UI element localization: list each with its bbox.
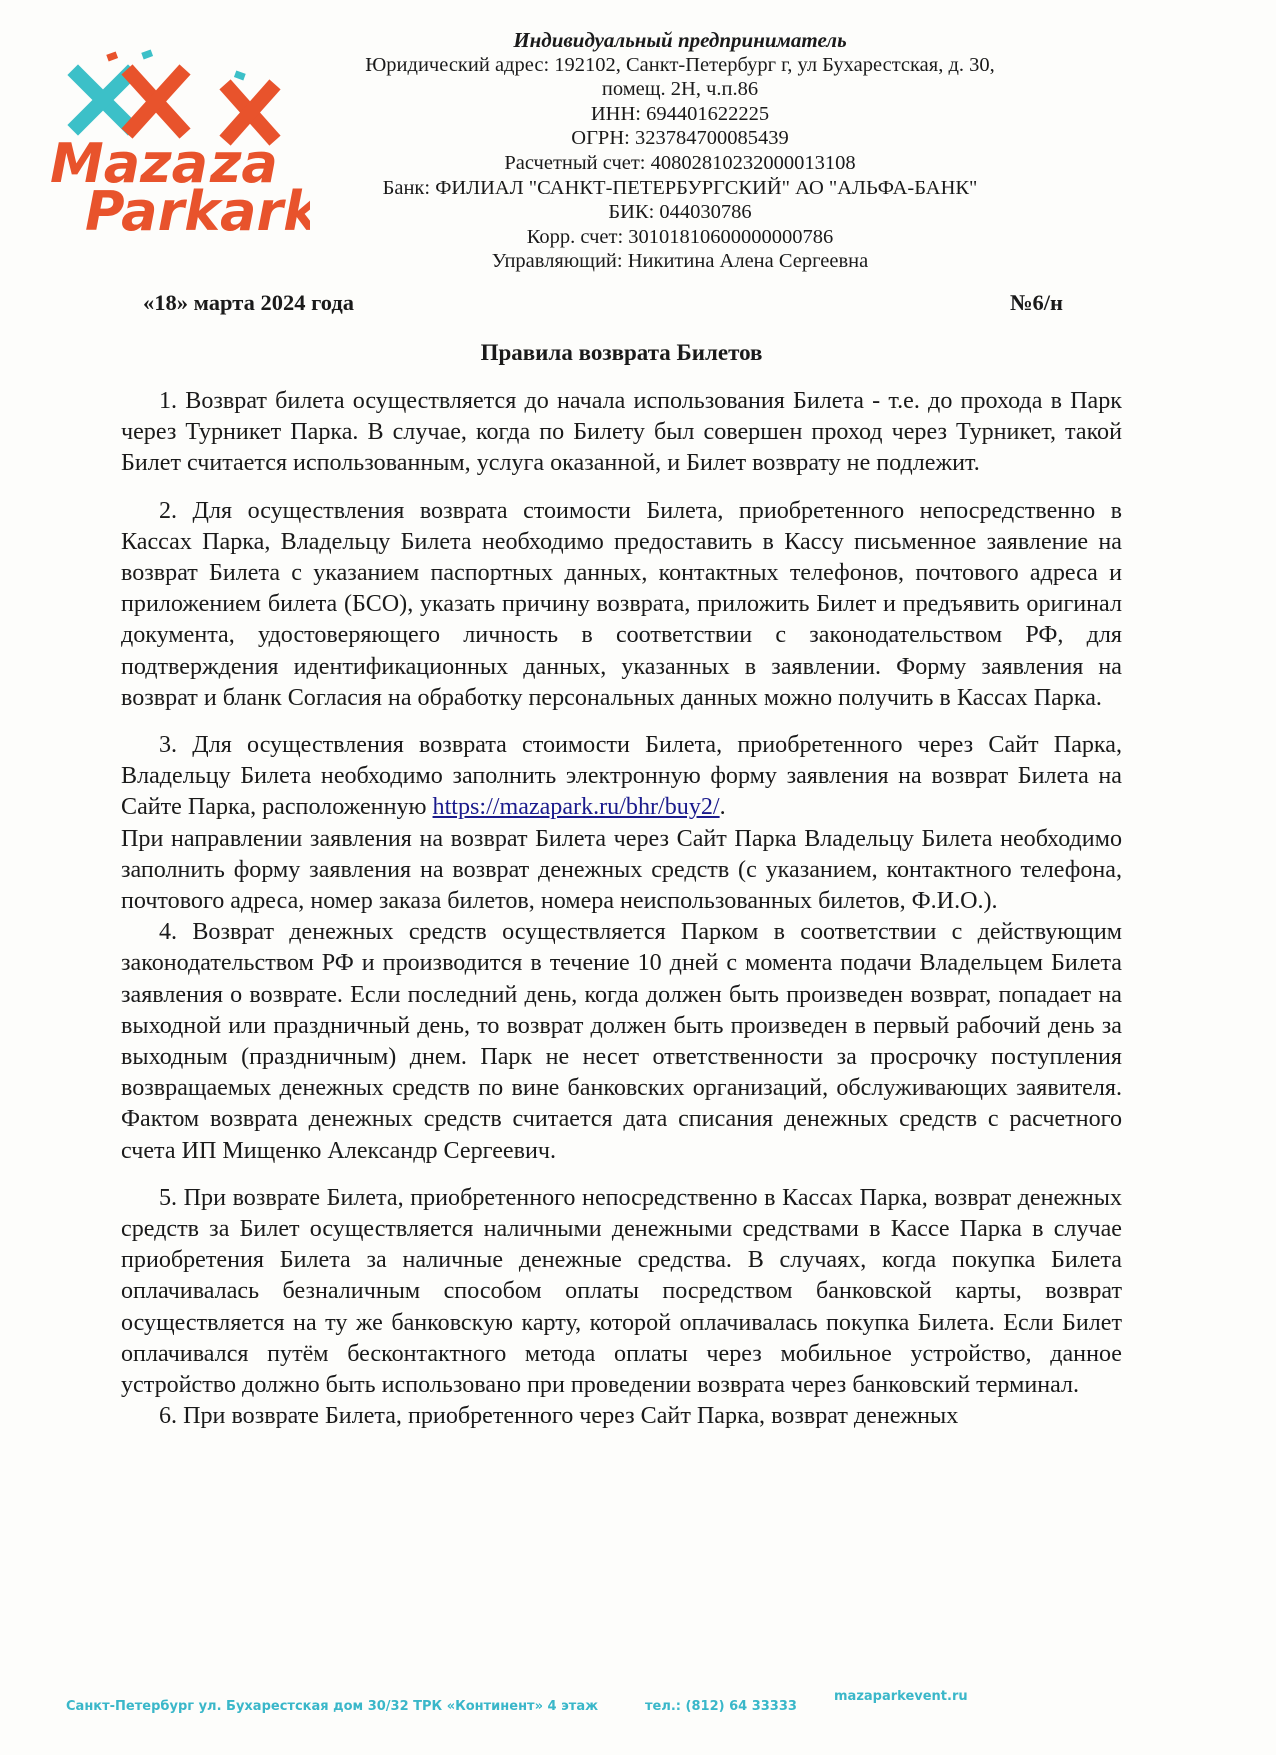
footer-phone: тел.: (812) 64 33333 (645, 1699, 797, 1714)
legal-address-line1: Юридический адрес: 192102, Санкт-Петербург г, ул Бухарестская, д. 30, (365, 53, 995, 76)
legal-address-line2: помещ. 2Н, ч.п.86 (601, 78, 759, 101)
entity-type-title: Индивидуальный предприниматель (513, 28, 847, 52)
inn: ИНН: 694401622225 (590, 102, 770, 125)
paragraph-5: 5. При возврате Билета, приобретенного непосредственно в Кассах Парка, возврат денежных средств за Билет осуществляется наличными денежными средствами в Кассе Парка в случае приобретения Билета за наличные денежные средства. В случаях, когда покупка Билета оплачивалась безналичным способом оплаты посредством банковской карты, возврат осуществляется на ту же банковскую карту, которой оплачивалась покупка Билета. Если Билет оплачивался путём бесконтактного метода оплаты через мобильное устройство, данное устройство должно быть использовано при проведении возврата через банковский терминал. (121, 1184, 1122, 1399)
footer-address: Санкт-Петербург ул. Бухарестская дом 30/32 ТРК «Континент» 4 этаж (66, 1699, 599, 1714)
svg-text:za: za (210, 132, 278, 195)
company-requisites (300, 28, 1060, 274)
paragraph-4: 4. Возврат денежных средств осуществляется Парком в соответствии с действующим законодательством РФ и производится в течение 10 дней с момента подачи Владельцем Билета заявления о возврате. Если последний день, когда должен быть произведен возврат, попадает на выходной или праздничный день, то возврат должен быть произведен в первый рабочий день за выходным (праздничным) днем. Парк не несет ответственности за просрочку поступления возвращаемых денежных средств по вине банковских организаций, обслуживающих заявителя. Фактом возврата денежных средств считается дата списания денежных средств с расчетного счета ИП Мищенко Александр Сергеевич. (121, 919, 1122, 1164)
paragraph-6: 6. При возврате Билета, приобретенного через Сайт Парка, возврат денежных (159, 1403, 959, 1430)
paragraph-3b: При направлении заявления на возврат Билета через Сайт Парка Владельцу Билета необходимо заполнить форму заявления на возврат денежных средств (с указанием, контактного телефона, почтового адреса, номер заказа билетов, номера неиспользованных билетов, Ф.И.О.). (121, 825, 1122, 915)
manager: Управляющий: Никитина Алена Сергеевна (491, 250, 869, 273)
paragraph-3 (121, 730, 1122, 824)
svg-text:Park: Park (85, 180, 221, 240)
svg-text:Maza: Maza (50, 132, 209, 195)
bank-name: Банк: ФИЛИАЛ "САНКТ-ПЕТЕРБУРГСКИЙ" АО "АЛЬФА-БАНК" (382, 176, 978, 199)
paragraph-3-end: . (719, 794, 726, 821)
mazapark-logo (30, 40, 310, 240)
letterhead-footer (0, 1685, 1276, 1725)
paragraph-1: 1. Возврат билета осуществляется до начала использования Билета - т.е. до прохода в Парк через Турникет Парка. В случае, когда по Билету был совершен проход через Турникет, такой Билет считается использованным, услуга оказанной, и Билет возврату не подлежит. (121, 388, 1122, 477)
refund-form-link[interactable]: https://mazapark.ru/bhr/buy2/ (432, 794, 720, 821)
mazapark-logo-icon (30, 40, 310, 240)
document-date: «18» марта 2024 года (143, 290, 354, 315)
bik: БИК: 044030786 (608, 201, 752, 224)
paragraph-3-text: 3. Для осуществления возврата стоимости Билета, приобретенного через Сайт Парка, Владельцу Билета необходимо заполнить электронную форму заявления на возврат Билета на Сайте Парка, расположенную (121, 732, 1122, 821)
correspondent-account: Корр. счет: 30101810600000000786 (526, 225, 834, 248)
paragraph-2: 2. Для осуществления возврата стоимости Билета, приобретенного непосредственно в Кассах Парка, Владельцу Билета необходимо предоставить в Кассу письменное заявление на возврат Билета с указанием паспортных данных, контактных телефонов, почтового адреса и приложением билета (БСО), указать причину возврата, приложить Билет и предъявить оригинал документа, удостоверяющего личность в соответствии с законодательством РФ, для подтверждения идентификационных данных, указанных в заявлении. Форму заявления на возврат и бланк Согласия на обработку персональных данных можно получить в Кассах Парка. (121, 497, 1122, 711)
document-body (121, 386, 1122, 1433)
svg-text:ark: ark (220, 180, 310, 240)
ogrn: ОГРН: 323784700085439 (571, 127, 789, 150)
document-title: Правила возврата Билетов (480, 340, 763, 365)
document-number: №6/н (1009, 290, 1063, 315)
footer-website: mazaparkevent.ru (834, 1689, 968, 1704)
settlement-account: Расчетный счет: 40802810232000013108 (504, 151, 856, 174)
